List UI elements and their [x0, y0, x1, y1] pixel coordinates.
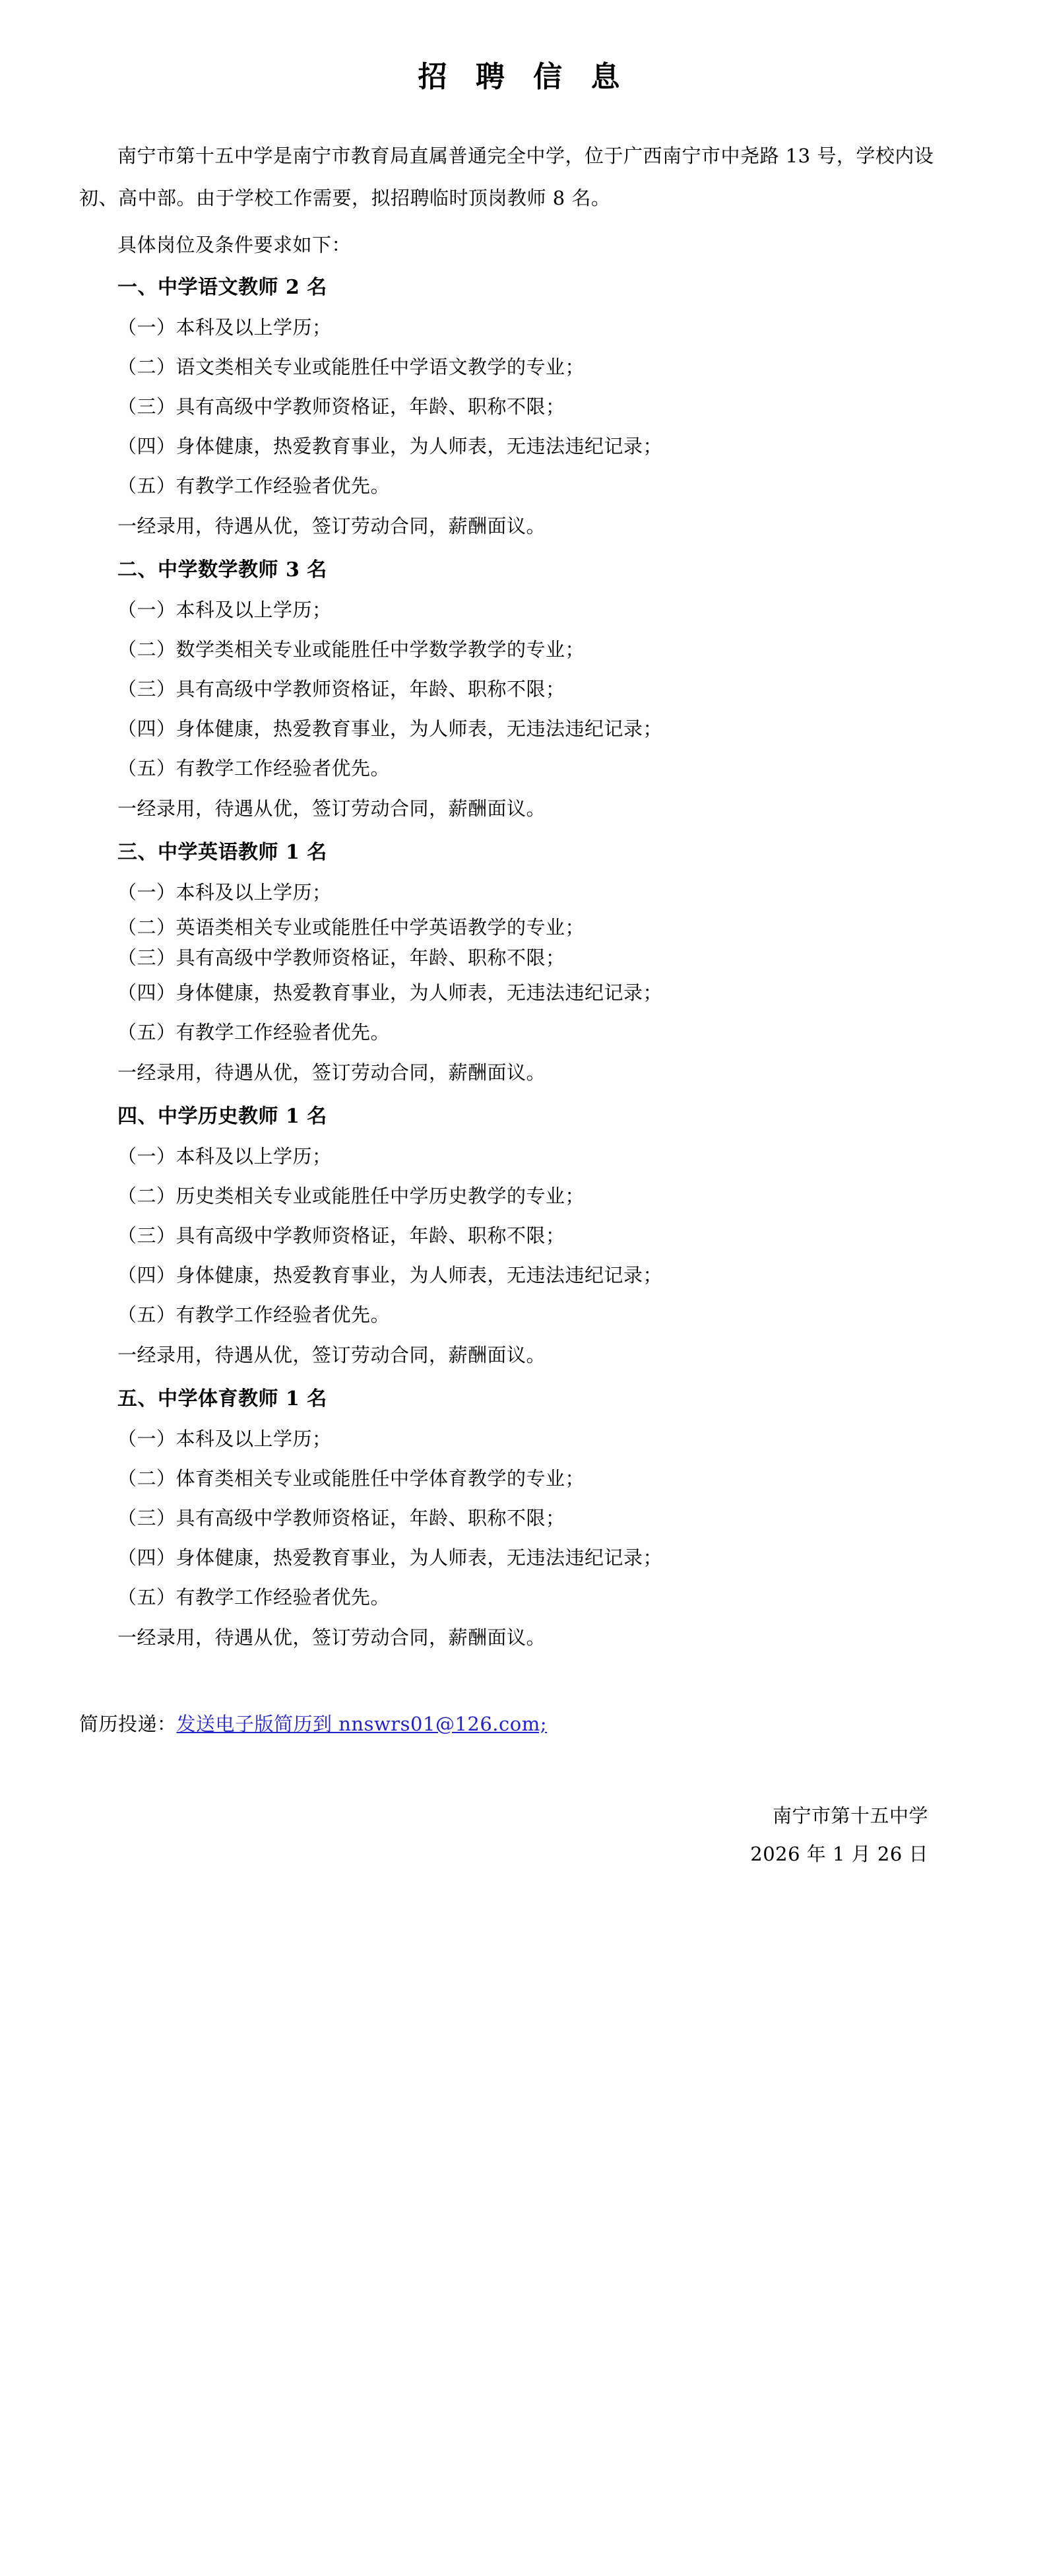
- resume-email-link[interactable]: 发送电子版简历到 nnswrs01@126.com;: [176, 1713, 547, 1735]
- requirement-item: （五）有教学工作经验者优先。: [117, 757, 391, 779]
- requirement-item: （四）身体健康，热爱教育事业，为人师表，无违法违纪记录；: [117, 1264, 663, 1286]
- requirement-item: （四）身体健康，热爱教育事业，为人师表，无违法违纪记录；: [117, 717, 663, 740]
- requirement-item: （一）本科及以上学历；: [117, 599, 332, 621]
- resume-label: 简历投递：: [79, 1713, 177, 1735]
- page-title: 招 聘 信 息: [418, 60, 629, 94]
- job-section: [79, 268, 968, 546]
- section-heading: 四、中学历史教师 1 名: [117, 1105, 327, 1128]
- requirement-item: （二）数学类相关专业或能胜任中学数学教学的专业；: [117, 638, 585, 661]
- section-note: 一经录用，待遇从优，签订劳动合同，薪酬面议。: [117, 797, 546, 820]
- requirement-item: （一）本科及以上学历；: [117, 1428, 332, 1450]
- job-section: [79, 1379, 968, 1658]
- requirement-item: （五）有教学工作经验者优先。: [117, 1021, 391, 1043]
- section-heading: 五、中学体育教师 1 名: [117, 1387, 327, 1410]
- requirement-item: （四）身体健康，热爱教育事业，为人师表，无违法违纪记录；: [117, 981, 663, 1004]
- requirement-item: （五）有教学工作经验者优先。: [117, 1586, 391, 1608]
- job-section: [79, 550, 968, 829]
- requirement-item: （五）有教学工作经验者优先。: [117, 1304, 391, 1326]
- signature-date: 2026 年 1 月 26 日: [750, 1843, 928, 1865]
- requirement-item: （三）具有高级中学教师资格证，年龄、职称不限；: [117, 395, 565, 418]
- requirement-item: （一）本科及以上学历；: [117, 1145, 332, 1168]
- requirement-item: （二）历史类相关专业或能胜任中学历史教学的专业；: [117, 1185, 585, 1207]
- requirement-item: （三）具有高级中学教师资格证，年龄、职称不限；: [117, 946, 565, 969]
- requirement-item: （一）本科及以上学历；: [117, 316, 332, 339]
- lead-paragraph: 具体岗位及条件要求如下：: [117, 234, 352, 256]
- section-note: 一经录用，待遇从优，签订劳动合同，薪酬面议。: [117, 1626, 546, 1649]
- section-note: 一经录用，待遇从优，签订劳动合同，薪酬面议。: [117, 1061, 546, 1084]
- section-heading: 一、中学语文教师 2 名: [117, 276, 327, 299]
- signature: 南宁市第十五中学: [772, 1804, 928, 1827]
- requirement-item: （一）本科及以上学历；: [117, 881, 332, 904]
- requirement-item: （四）身体健康，热爱教育事业，为人师表，无违法违纪记录；: [117, 435, 663, 457]
- requirement-item: （三）具有高级中学教师资格证，年龄、职称不限；: [117, 1507, 565, 1529]
- section-heading: 三、中学英语教师 1 名: [117, 841, 327, 864]
- job-section: [79, 833, 968, 1093]
- requirement-item: （二）英语类相关专业或能胜任中学英语教学的专业；: [117, 916, 585, 939]
- requirement-item: （五）有教学工作经验者优先。: [117, 475, 391, 497]
- requirement-item: （三）具有高级中学教师资格证，年龄、职称不限；: [117, 1224, 565, 1247]
- requirement-item: （二）语文类相关专业或能胜任中学语文教学的专业；: [117, 356, 585, 378]
- resume-submission-line: [79, 1704, 968, 1744]
- requirement-item: （三）具有高级中学教师资格证，年龄、职称不限；: [117, 678, 565, 700]
- job-section: [79, 1097, 968, 1375]
- intro-paragraph: 南宁市第十五中学是南宁市教育局直属普通完全中学，位于广西南宁市中尧路 13 号，学校内设初、高中部。由于学校工作需要，拟招聘临时顶岗教师 8 名。: [79, 145, 934, 209]
- requirement-item: （二）体育类相关专业或能胜任中学体育教学的专业；: [117, 1467, 585, 1490]
- section-note: 一经录用，待遇从优，签订劳动合同，薪酬面议。: [117, 1344, 546, 1366]
- section-note: 一经录用，待遇从优，签订劳动合同，薪酬面议。: [117, 515, 546, 537]
- section-heading: 二、中学数学教师 3 名: [117, 558, 327, 581]
- requirement-item: （四）身体健康，热爱教育事业，为人师表，无违法违纪记录；: [117, 1546, 663, 1569]
